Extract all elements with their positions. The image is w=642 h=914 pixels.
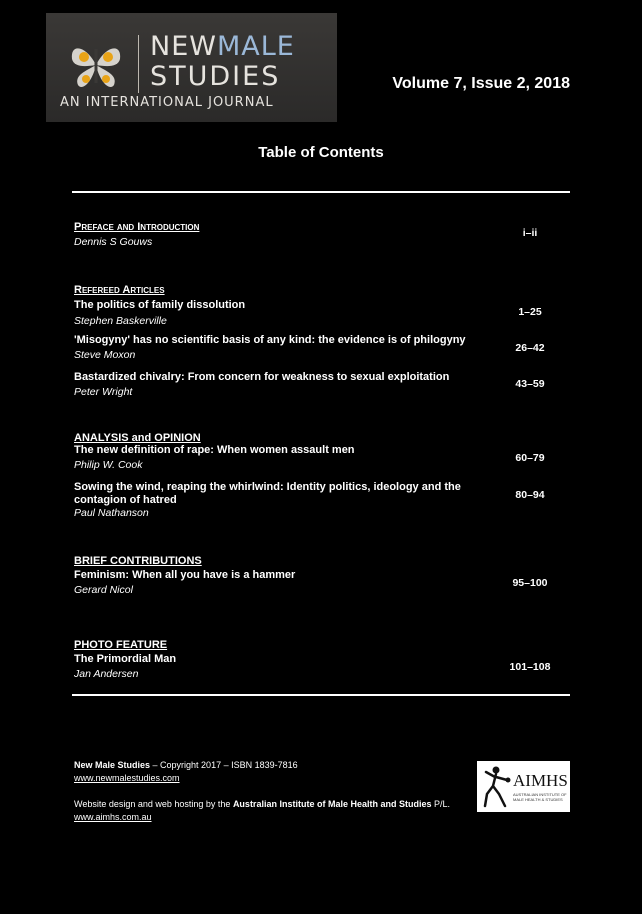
page-range: 101–108 [509, 661, 551, 673]
author: Dennis S Gouws [74, 236, 153, 248]
section-heading-refereed: Refereed Articles [74, 284, 165, 296]
logo-line-2: STUDIES [150, 61, 281, 92]
butterfly-icon [68, 37, 124, 93]
article-title[interactable]: Bastardized chivalry: From concern for weakness to sexual exploitation [74, 371, 450, 383]
page-range: 95–100 [512, 577, 548, 589]
journal-logo [46, 13, 337, 122]
author: Stephen Baskerville [74, 315, 167, 327]
logo-divider [138, 35, 139, 93]
page-title: Table of Contents [258, 144, 384, 161]
aimhs-logo [477, 761, 570, 812]
bottom-rule [72, 694, 570, 696]
discus-thrower-icon [481, 764, 511, 809]
article-title[interactable]: 'Misogyny' has no scientific basis of any kind: the evidence is of philogyny [74, 334, 466, 346]
article-title[interactable]: The politics of family dissolution [74, 299, 246, 311]
page-range: 1–25 [518, 306, 542, 318]
author: Steve Moxon [74, 349, 136, 361]
page-range: i–ii [522, 227, 538, 239]
footer-link-newmalestudies[interactable]: www.newmalestudies.com [74, 773, 180, 783]
logo-tagline: AN INTERNATIONAL JOURNAL [60, 95, 274, 110]
author: Peter Wright [74, 386, 133, 398]
copyright-line: New Male Studies – Copyright 2017 – ISBN 1839-7816 [74, 760, 298, 770]
page-range: 43–59 [515, 378, 545, 390]
page-range: 60–79 [515, 452, 545, 464]
article-title[interactable]: The new definition of rape: When women assault men [74, 444, 355, 456]
article-title[interactable]: Feminism: When all you have is a hammer [74, 569, 296, 581]
aimhs-subtitle: AUSTRALIAN INSTITUTE OF MALE HEALTH & STUDIES [513, 792, 567, 802]
page-range: 26–42 [515, 342, 545, 354]
author: Jan Andersen [74, 668, 139, 680]
author: Philip W. Cook [74, 459, 143, 471]
article-title[interactable]: Sowing the wind, reaping the whirlwind: Identity politics, ideology and the contagion of hatred [74, 481, 461, 506]
article-title[interactable]: The Primordial Man [74, 653, 177, 665]
hosting-line: Website design and web hosting by the Australian Institute of Male Health and Studies P/L. [74, 799, 450, 809]
footer-link-aimhs[interactable]: www.aimhs.com.au [74, 812, 152, 822]
section-heading-brief: BRIEF CONTRIBUTIONS [74, 555, 202, 567]
top-rule [72, 191, 570, 193]
volume-issue: Volume 7, Issue 2, 2018 [392, 75, 570, 92]
author: Gerard Nicol [74, 584, 133, 596]
section-heading-analysis: ANALYSIS and OPINION [74, 432, 201, 444]
section-heading-photo: PHOTO FEATURE [74, 639, 168, 651]
author: Paul Nathanson [74, 507, 149, 519]
page-range: 80–94 [515, 489, 545, 501]
aimhs-wordmark: AIMHS [513, 771, 568, 790]
logo-line-1: NEWMALE [150, 31, 295, 62]
section-heading-preface: Preface and Introduction [74, 221, 200, 233]
